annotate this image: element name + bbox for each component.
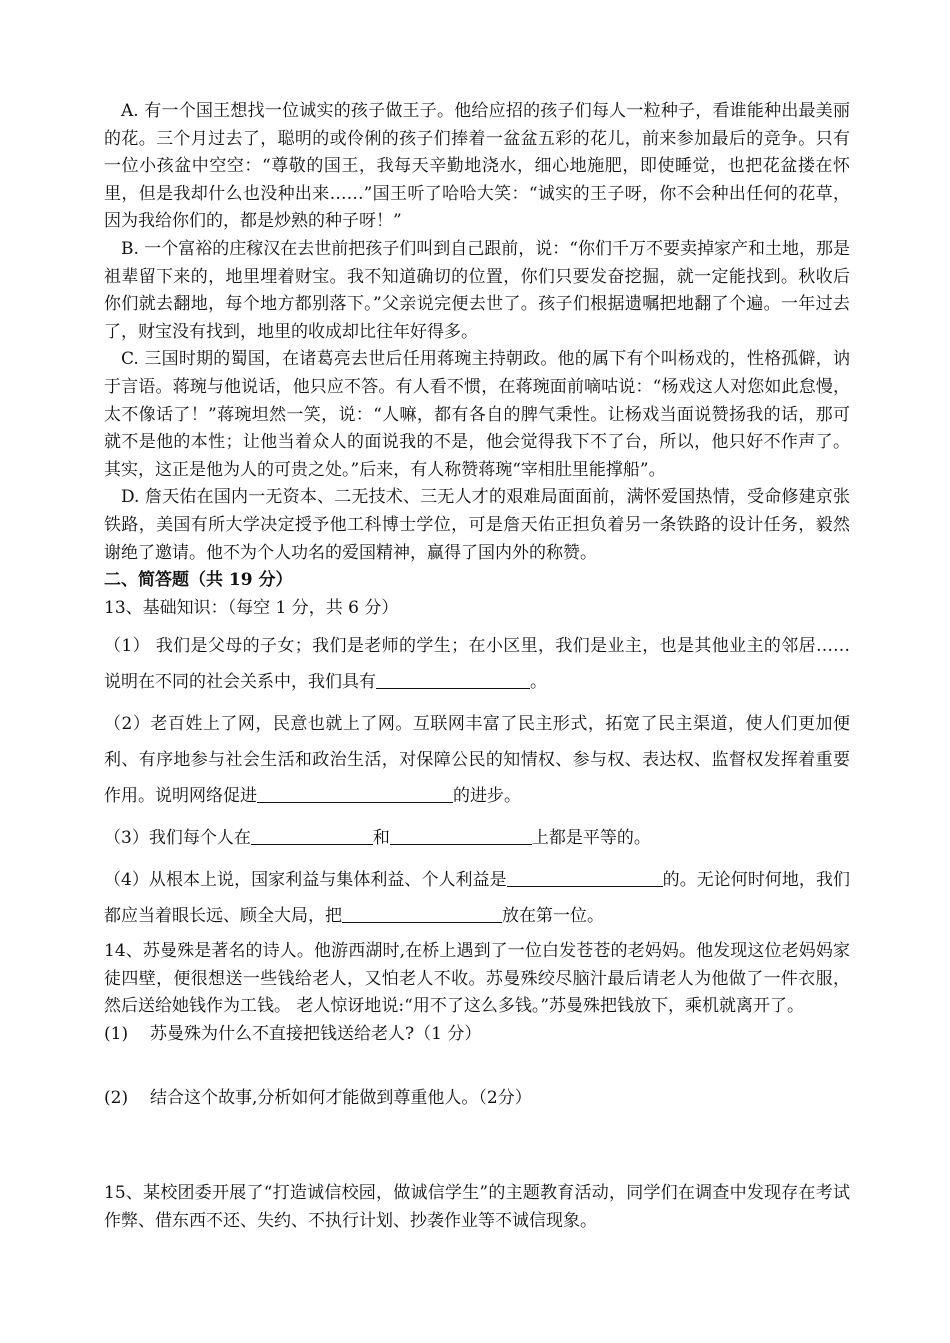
question-13-item-4 xyxy=(104,862,850,934)
item-4-mid: 的。无论何时何地，我们都应当着眼长远、顾全大局，把 xyxy=(104,870,850,927)
answer-blank[interactable] xyxy=(376,670,530,689)
question-14-sub-1 xyxy=(104,1021,850,1049)
item-4-end: 放在第一位。 xyxy=(502,906,604,927)
sub-1-text: 苏曼殊为什么不直接把钱送给老人?（1 分） xyxy=(150,1024,482,1045)
item-1-text: （1） 我们是父母的子女；我们是老师的学生；在小区里，我们是业主，也是其他业主的邻居…… 说明在不同的社会关系中，我们具有 xyxy=(104,636,850,693)
item-1-end: 。 xyxy=(530,672,547,693)
item-3-text: （3）我们每个人在 xyxy=(104,828,251,849)
sub-2-text: 结合这个故事,分析如何才能做到尊重他人。（2分） xyxy=(150,1087,532,1108)
sub-2-number: (2) xyxy=(104,1087,129,1108)
answer-blank[interactable] xyxy=(507,868,663,887)
item-3-end: 上都是平等的。 xyxy=(531,828,651,849)
question-13-item-2 xyxy=(104,706,850,814)
item-2-end: 的进步。 xyxy=(453,786,521,807)
question-14-story: 14、苏曼殊是著名的诗人。他游西湖时,在桥上遇到了一位白发苍苍的老妈妈。他发现这位老妈妈家徒四壁，便很想送一些钱给老人，又怕老人不收。苏曼殊绞尽脑汁最后请老人为他做了一件衣服， 然后送给她钱作为工钱。 老人惊讶地说:“用不了这么多钱。”苏曼殊把钱放下，乘机就离开了。 xyxy=(104,941,850,1017)
item-4-text: （4）从根本上说，国家利益与集体利益、个人利益是 xyxy=(104,870,507,891)
answer-space[interactable] xyxy=(104,1112,850,1176)
answer-space[interactable] xyxy=(104,1049,850,1085)
option-b: B. 一个富裕的庄稼汉在去世前把孩子们叫到自己跟前，说：“你们千万不要卖掉家产和土地，那是祖辈留下来的，地里埋着财宝。我不知道确切的位置，你们只要发奋挖掘，就一定能找到。秋收后你们就去翻地，每个地方都别落下。”父亲说完便去世了。孩子们根据遗嘱把地翻了个遍。一年过去了，财宝没有找到，地里的收成却比往年好得多。 xyxy=(104,238,850,342)
answer-blank[interactable] xyxy=(257,784,453,803)
option-a: A. 有一个国王想找一位诚实的孩子做王子。他给应招的孩子们每人一粒种子，看谁能种出最美丽的花。三个月过去了，聪明的或伶俐的孩子们捧着一盆盆五彩的花儿，前来参加最后的竞争。只有一位小孩盆中空空：“尊敬的国王，我每天辛勤地浇水，细心地施肥，即使睡觉，也把花盆搂在怀里，但是我却什么也没种出来……”国王听了哈哈大笑：“诚实的王子呀，你不会种出任何的花草，因为我给你们的，都是炒熟的种子呀！” xyxy=(104,101,850,232)
sub-1-number: (1) xyxy=(104,1024,129,1045)
answer-blank[interactable] xyxy=(251,826,373,845)
question-14-sub-2 xyxy=(104,1085,850,1113)
item-2-text: （2）老百姓上了网，民意也就上了网。互联网丰富了民主形式，拓宽了民主渠道，使人们更加便利、有序地参与社会生活和政治生活，对保障公民的知情权、参与权、表达权、监督权发挥着重要作用。说明网络促进 xyxy=(104,714,850,807)
section-title: 二、简答题（共 19 分） xyxy=(104,570,293,591)
answer-blank[interactable] xyxy=(342,904,502,923)
question-15-text: 15、某校团委开展了“打造诚信校园，做诚信学生”的主题教育活动，同学们在调查中发现存在考试作弊、借东西不还、失约、不执行计划、抄袭作业等不诚信现象。 xyxy=(104,1183,850,1231)
answer-blank[interactable] xyxy=(390,826,532,845)
question-13-item-1 xyxy=(104,628,850,700)
option-c: C. 三国时期的蜀国，在诸葛亮去世后任用蒋琬主持朝政。他的属下有个叫杨戏的，性格孤僻，讷于言语。蒋琬与他说话，他只应不答。有人看不惯，在蒋琬面前嘀咕说：“杨戏这人对您如此怠慢，太不像话了！”蒋琬坦然一笑，说：“人嘛，都有各自的脾气秉性。让杨戏当面说赞扬我的话，那可就不是他的本性；让他当着众人的面说我的不是，他会觉得我下不了台，所以，他只好不作声了。其实，这正是他为人的可贵之处。”后来，有人称赞蒋琬“宰相肚里能撑船”。 xyxy=(104,349,850,480)
exam-page xyxy=(104,98,850,1235)
question-13-item-3 xyxy=(104,820,850,856)
question-13-title: 13、基础知识：（每空 1 分，共 6 分） xyxy=(104,597,399,618)
item-3-mid: 和 xyxy=(372,828,390,849)
option-d: D. 詹天佑在国内一无资本、二无技术、三无人才的艰难局面面前，满怀爱国热情，受命修建京张铁路，美国有所大学决定授予他工科博士学位，可是詹天佑正担负着另一条铁路的设计任务，毅然谢绝了邀请。他不为个人功名的爱国精神，赢得了国内外的称赞。 xyxy=(104,487,850,563)
